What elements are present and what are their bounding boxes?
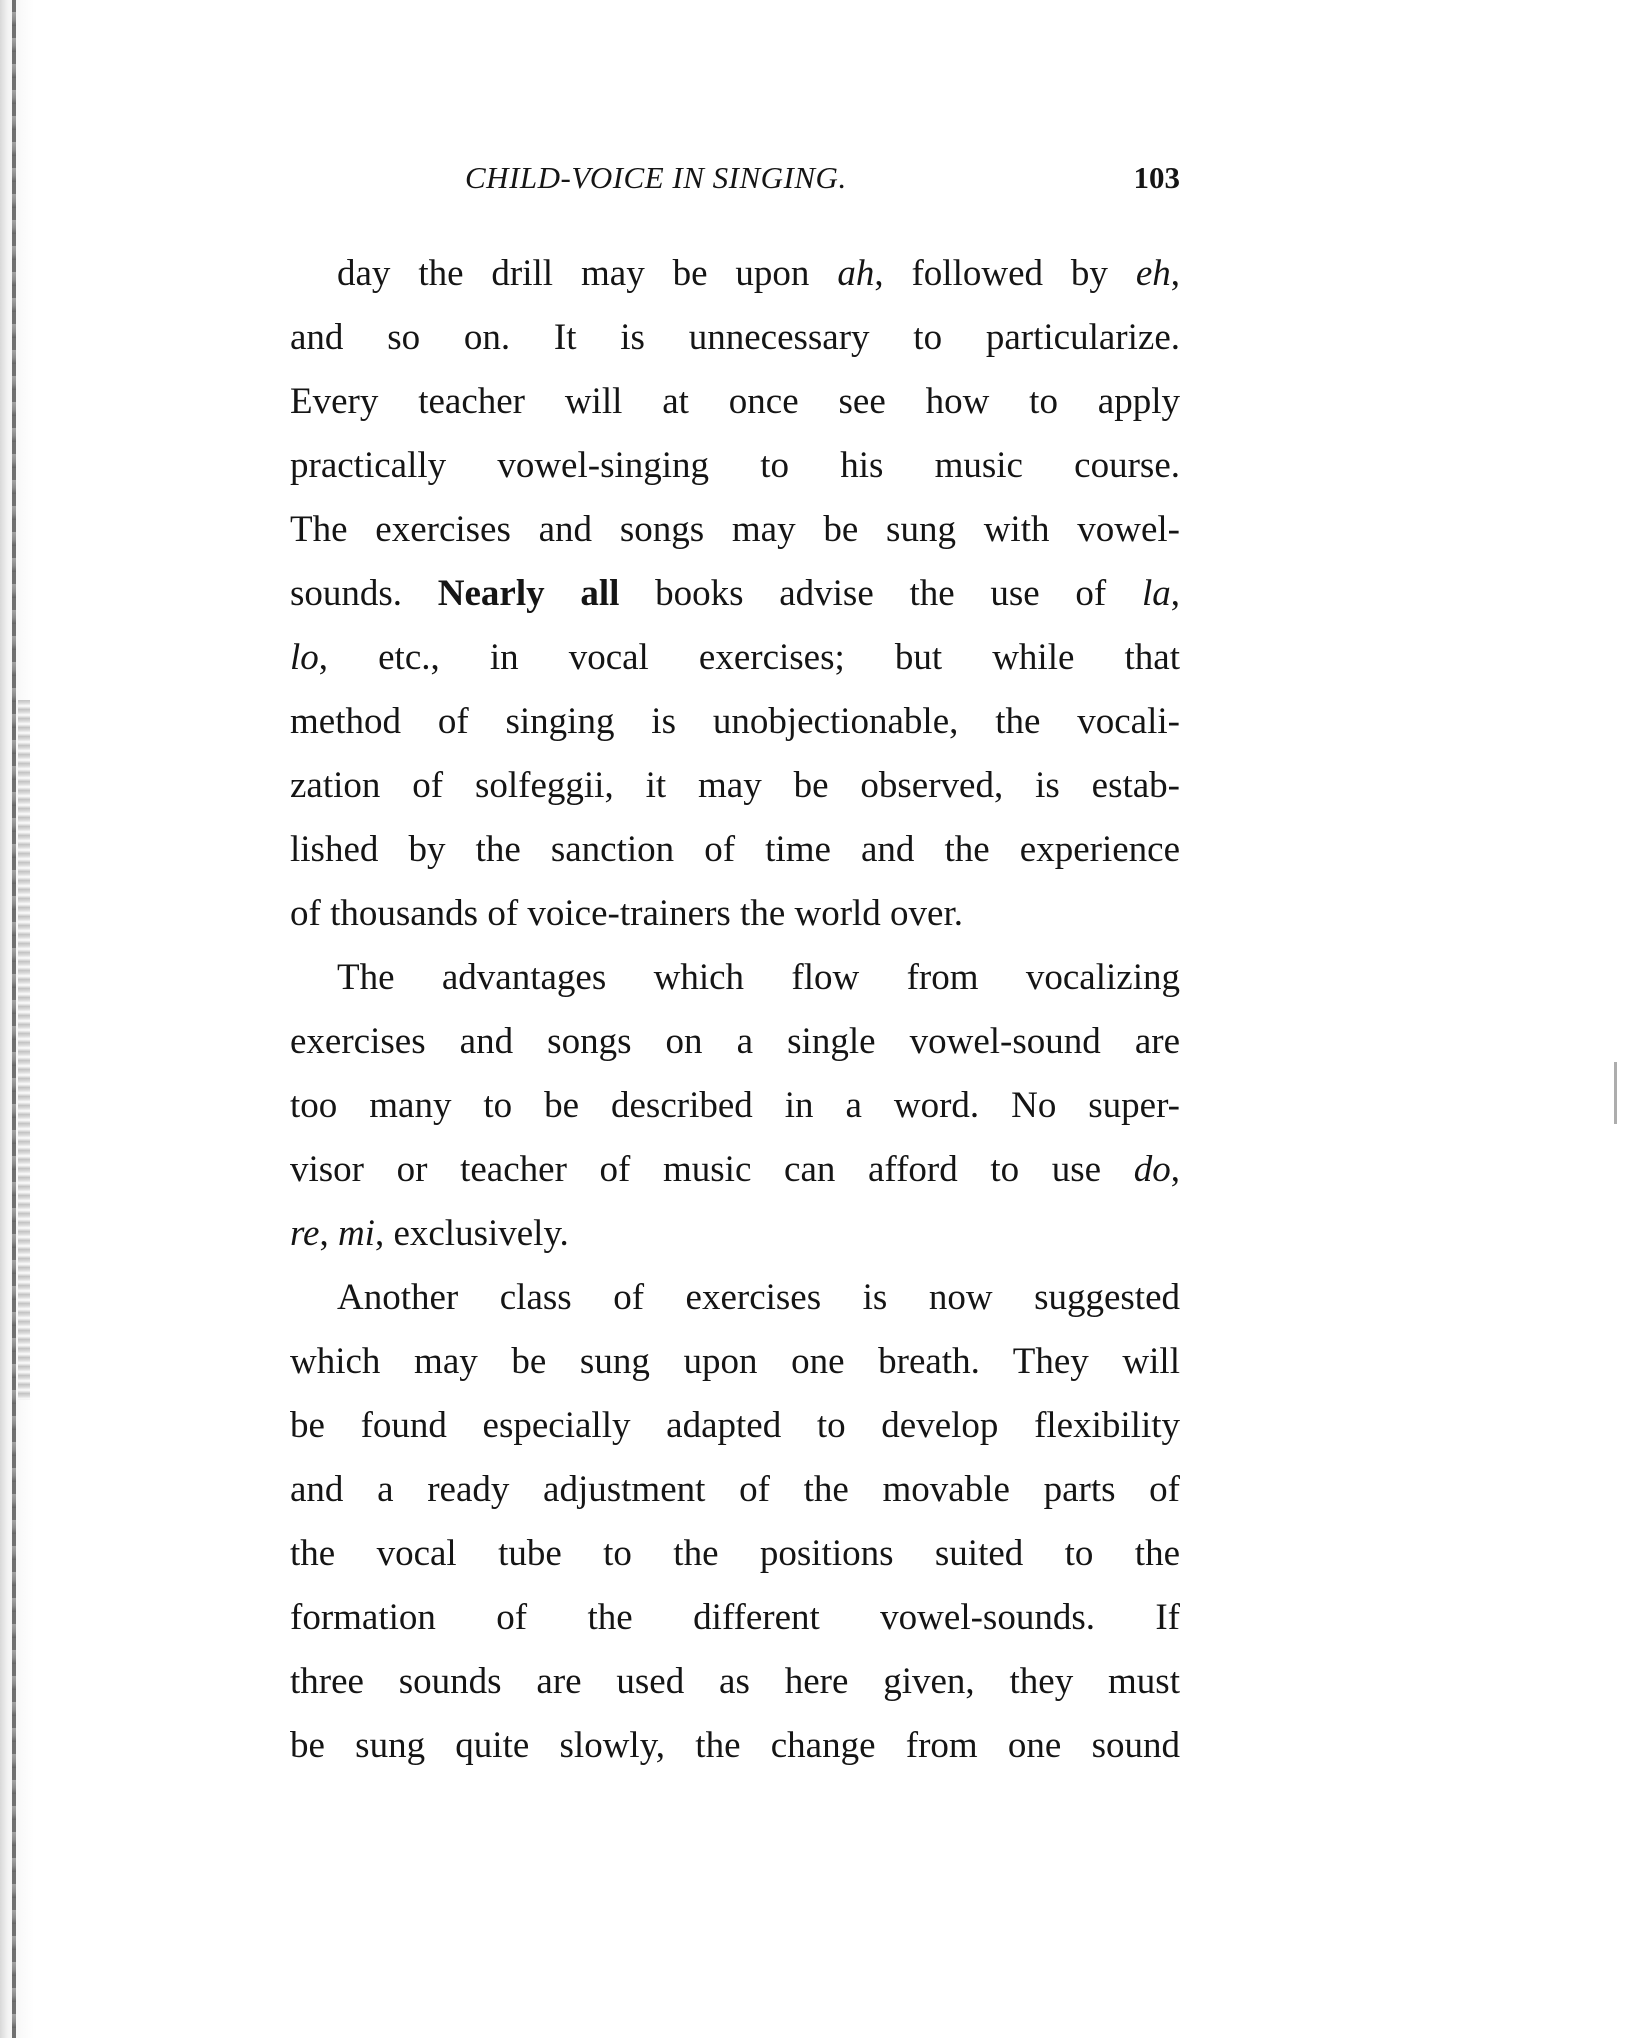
text-line: formation of the different vowel-sounds. If: [290, 1597, 1180, 1638]
bold-text: Nearly all: [437, 573, 620, 614]
text-line: visor or teacher of music can afford to use do,: [290, 1149, 1180, 1190]
italic-text: eh: [1135, 253, 1171, 294]
text-line: zation of solfeggii, it may be observed, is estab-: [290, 765, 1180, 806]
italic-text: lo: [290, 637, 319, 678]
italic-text: re: [290, 1213, 320, 1254]
page-number: 103: [1133, 160, 1180, 195]
text-line: method of singing is unobjectionable, the vocali-: [290, 701, 1180, 742]
italic-text: ah: [837, 253, 875, 294]
text-line: the vocal tube to the positions suited to the: [290, 1533, 1180, 1574]
text-line: and a ready adjustment of the movable parts of: [290, 1469, 1180, 1510]
paragraph: [290, 946, 1180, 1266]
body-text: [290, 242, 1180, 1778]
binding-edge-line: [12, 0, 16, 2038]
binding-speckle: [18, 700, 30, 1400]
text-line: The advantages which flow from vocalizing: [337, 957, 1180, 998]
italic-text: la: [1141, 573, 1171, 614]
text-line: practically vowel-singing to his music course.: [290, 445, 1180, 486]
text-line: three sounds are used as here given, they must: [290, 1661, 1180, 1702]
text-line: lished by the sanction of time and the experience: [290, 829, 1180, 870]
text-line: be sung quite slowly, the change from one sound: [290, 1725, 1180, 1766]
paragraph: [290, 1266, 1180, 1778]
text-line: sounds. Nearly all books advise the use of la,: [290, 573, 1180, 614]
text-line: day the drill may be upon ah, followed by eh,: [337, 253, 1180, 294]
text-line: lo, etc., in vocal exercises; but while that: [290, 637, 1180, 678]
text-line: Another class of exercises is now suggested: [337, 1277, 1180, 1318]
running-header: [290, 160, 1180, 204]
text-line: of thousands of voice-trainers the world over.: [290, 893, 964, 934]
text-line: The exercises and songs may be sung with vowel-: [290, 509, 1180, 550]
text-line: and so on. It is unnecessary to particularize.: [290, 317, 1180, 358]
running-title: CHILD-VOICE IN SINGING.: [465, 160, 847, 195]
scan-mark: [1614, 1062, 1617, 1124]
italic-text: mi: [337, 1213, 375, 1254]
text-line: Every teacher will at once see how to apply: [290, 381, 1180, 422]
text-line: exercises and songs on a single vowel-sound are: [290, 1021, 1180, 1062]
text-line: which may be sung upon one breath. They will: [290, 1341, 1180, 1382]
text-line: too many to be described in a word. No super-: [290, 1085, 1180, 1126]
paragraph: [290, 242, 1180, 946]
italic-text: do: [1133, 1149, 1171, 1190]
text-line: re, mi, exclusively.: [290, 1213, 569, 1254]
text-line: be found especially adapted to develop flexibility: [290, 1405, 1180, 1446]
